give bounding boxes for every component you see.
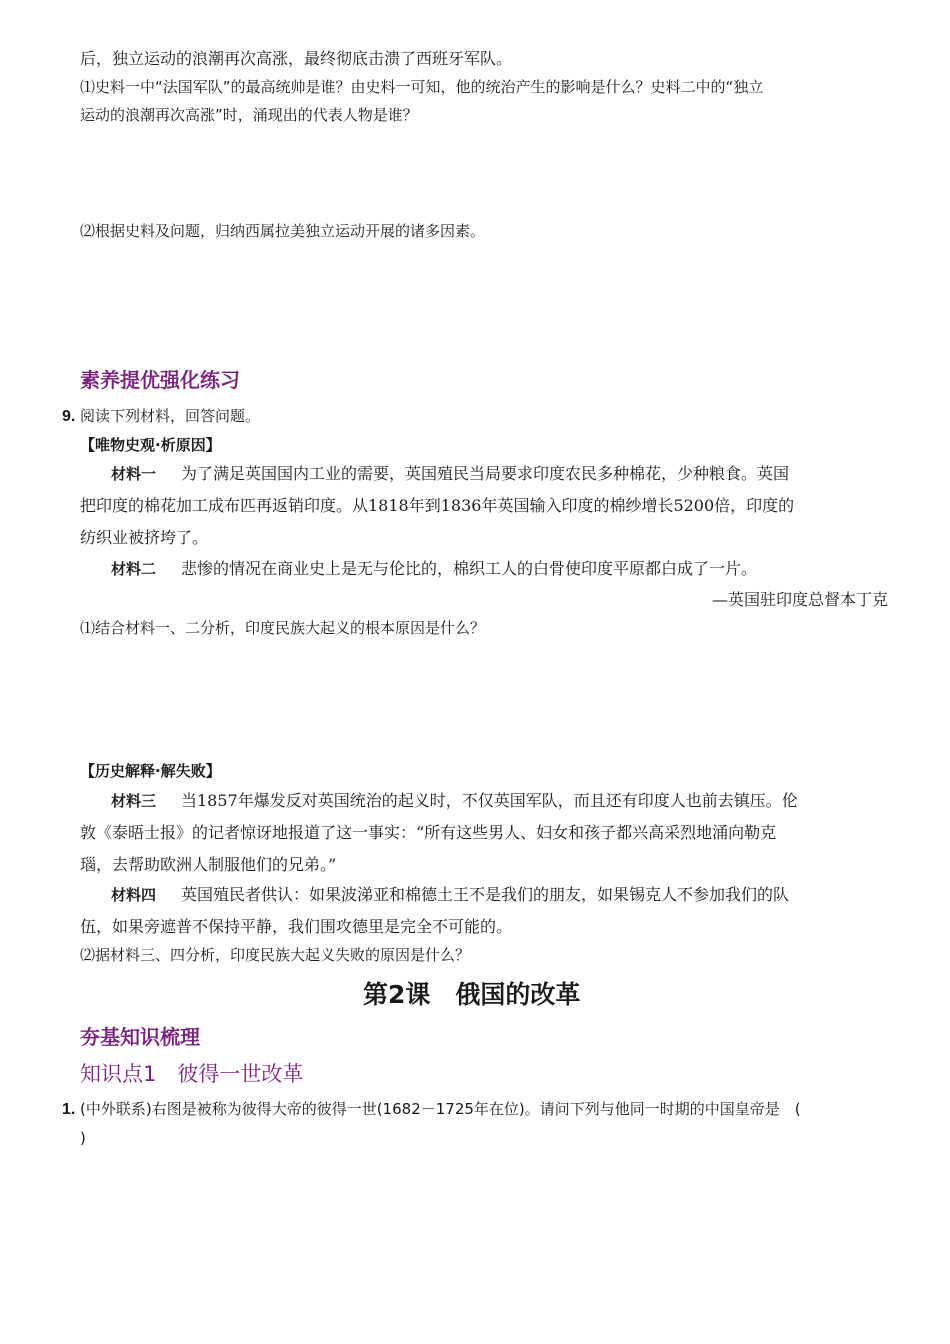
material-1-line-1: 为了满足英国国内工业的需要，英国殖民当局要求印度农民多种棉花，少种粮食。英国 — [181, 464, 790, 483]
material-3-line-3: 瑙，去帮助欧洲人制服他们的兄弟。” — [80, 855, 337, 874]
section-heading-practice: 素养提优强化练习 — [80, 368, 240, 392]
material-4-label: 材料四 — [111, 886, 157, 904]
lesson-question-1-line-2: ) — [80, 1129, 86, 1147]
tag-historical-interpretation: 【历史解释·解失败】 — [80, 762, 221, 780]
question-1-line-1: ⑴史料一中“法国军队”的最高统帅是谁？由史料一可知，他的统治产生的影响是什么？史料二中的“独立 — [80, 78, 764, 96]
material-1-line-3: 纺织业被挤垮了。 — [80, 528, 209, 547]
question-2: ⑵根据史料及问题，归纳西属拉美独立运动开展的诸多因素。 — [80, 222, 486, 240]
material-3-line-2: 敦《泰晤士报》的记者惊讶地报道了这一事实：“所有这些男人、妇女和孩子都兴高采烈地涌向勒克 — [80, 823, 777, 842]
tag-materialism: 【唯物史观·析原因】 — [80, 436, 221, 454]
material-4-line-2: 伍，如果旁遮普不保持平静，我们围攻德里是完全不可能的。 — [80, 917, 513, 936]
question-9-prompt: 阅读下列材料，回答问题。 — [80, 407, 261, 425]
lesson-question-1-line-1: (中外联系)右图是被称为彼得大帝的彼得一世(1682－1725年在位)。请问下列与他同一时期的中国皇帝是 ( — [80, 1100, 801, 1118]
material-1-label: 材料一 — [111, 465, 157, 483]
material-3-label: 材料三 — [111, 792, 157, 810]
material-3-line-1: 当1857年爆发反对英国统治的起义时，不仅英国军队，而且还有印度人也前去镇压。伦 — [181, 791, 798, 810]
question-9-number: 9. — [62, 408, 76, 425]
section-heading-basics: 夯基知识梳理 — [80, 1025, 200, 1049]
question-1-line-2: 运动的浪潮再次高涨”时，涌现出的代表人物是谁？ — [80, 106, 418, 124]
lesson-title: 第2课 俄国的改革 — [363, 980, 581, 1009]
sub-question-1: ⑴结合材料一、二分析，印度民族大起义的根本原因是什么？ — [80, 619, 486, 637]
material-4-line-1: 英国殖民者供认：如果波涕亚和棉德土王不是我们的朋友，如果锡克人不参加我们的队 — [181, 885, 790, 904]
lesson-question-1-number: 1. — [62, 1101, 76, 1118]
material-2-line-1: 悲惨的情况在商业史上是无与伦比的，棉织工人的白骨使印度平原都白成了一片。 — [181, 559, 758, 578]
material-1-line-2: 把印度的棉花加工成布匹再返销印度。从1818年到1836年英国输入印度的棉纱增长5200倍，印度的 — [80, 496, 795, 515]
material-2-source: —英国驻印度总督本丁克 — [711, 590, 888, 609]
knowledge-point-heading: 知识点1 彼得一世改革 — [80, 1062, 304, 1086]
carryover-line: 后，独立运动的浪潮再次高涨，最终彻底击溃了西班牙军队。 — [80, 49, 513, 68]
sub-question-2: ⑵据材料三、四分析，印度民族大起义失败的原因是什么？ — [80, 946, 471, 964]
material-2-label: 材料二 — [111, 560, 157, 578]
